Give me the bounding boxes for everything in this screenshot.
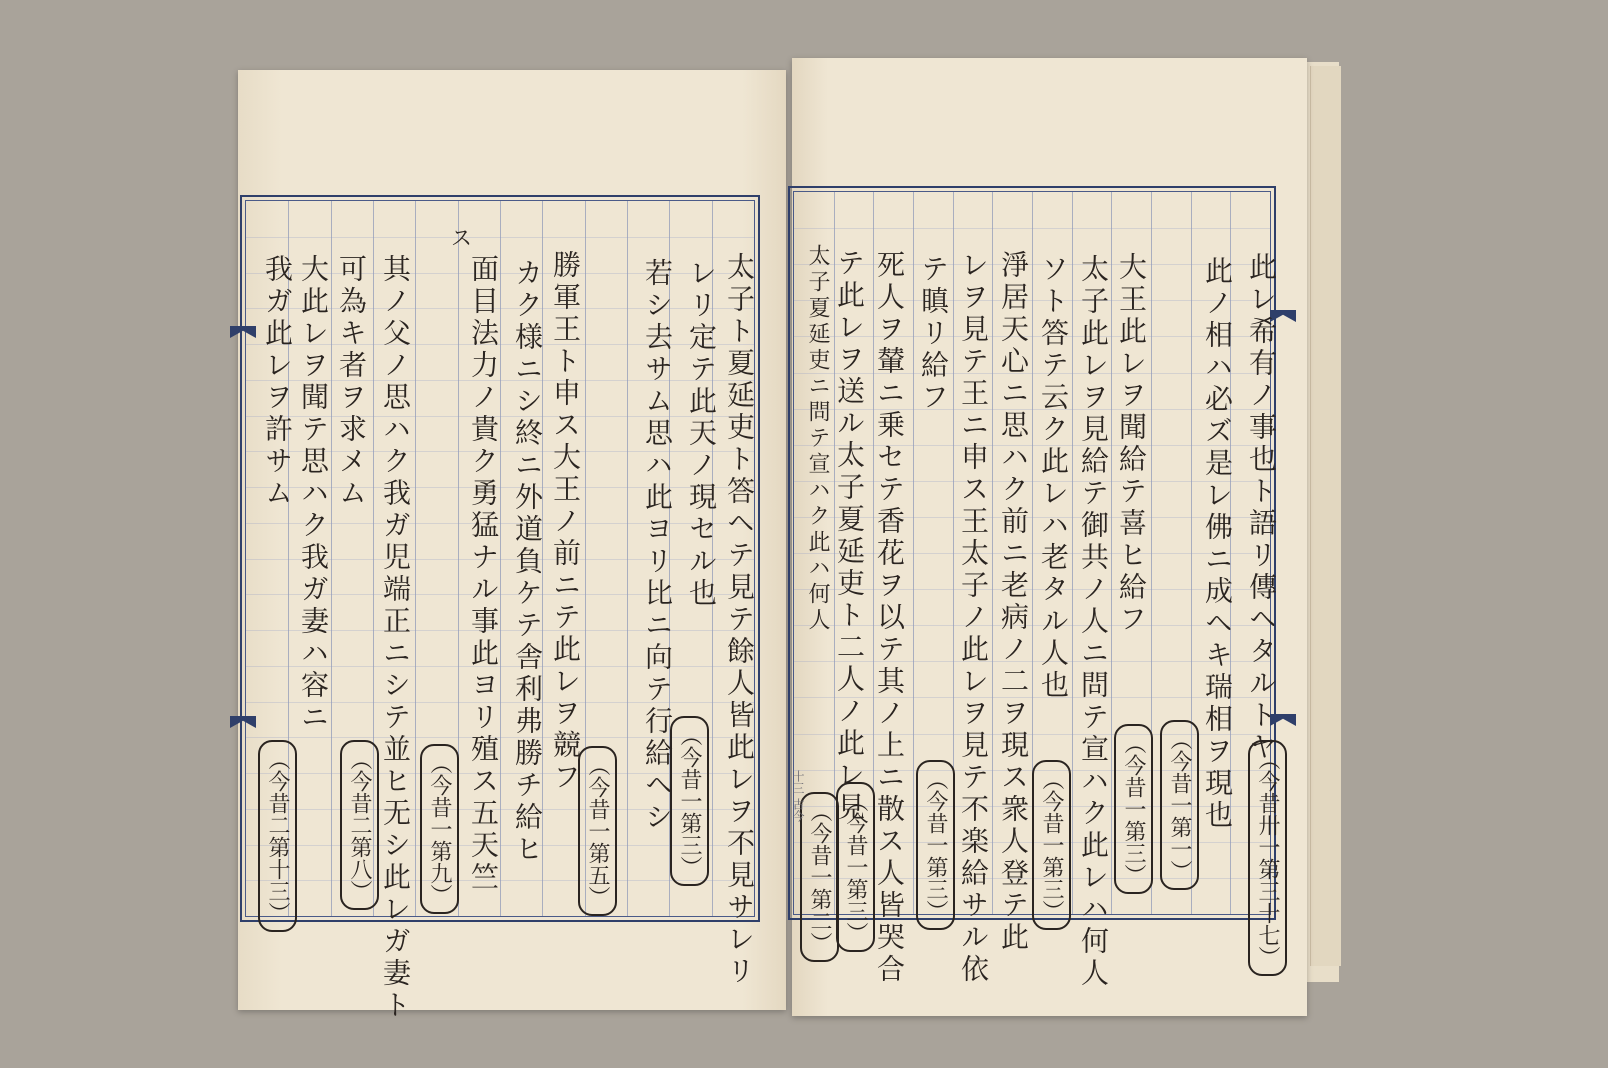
left-text-column: ス [447, 226, 472, 252]
grid-column-rule [500, 201, 501, 916]
grid-column-rule [627, 201, 628, 916]
right-reference-label: （今昔一第二） [800, 792, 839, 962]
right-text-column: 太子此レヲ見給テ御共ノ人ニ問テ宣ハク此レハ何人 [1077, 254, 1110, 990]
right-text-column: 死人ヲ輦ニ乗セテ香花ヲ以テ其ノ上ニ散ス人皆哭合 [873, 250, 906, 986]
grid-column-rule [913, 192, 914, 914]
right-text-column: テ瞋リ給フ [917, 254, 950, 414]
page-stack-edge [1310, 66, 1341, 966]
right-text-column: レヲ見テ王ニ申ス王太子ノ此レヲ見テ不楽給サル依 [957, 250, 990, 986]
right-reference-label: （今昔一第三） [1114, 724, 1153, 894]
left-text-column: カク様ニシ終ニ外道負ケテ舎利弗勝チ給ヒ [511, 258, 544, 866]
grid-column-rule [331, 201, 332, 916]
left-reference-label: （今昔一第三） [670, 716, 709, 886]
folio-mark: 十三 古今 [791, 770, 805, 822]
right-text-column: 此ノ相ハ必ズ是レ佛ニ成ヘキ瑞相ヲ現也 [1201, 256, 1234, 832]
left-reference-label: （今昔一第九） [420, 744, 459, 914]
left-text-column: 勝軍王ト申ス大王ノ前ニテ此レヲ競フ [549, 250, 582, 794]
grid-row-rule [246, 237, 754, 238]
left-text-column: 其ノ父ノ思ハク我ガ児端正ニシテ並ヒ无シ此レガ妻ト [379, 254, 412, 1022]
left-text-column: 我ガ此レヲ許サム [261, 254, 294, 510]
left-reference-label: （今昔二第八） [340, 740, 379, 910]
right-text-column: ソト答テ云ク此レハ老タル人也 [1037, 254, 1070, 702]
left-text-column: 大此レヲ聞テ思ハク我ガ妻ハ容ニ [297, 254, 330, 734]
left-text-column: 可為キ者ヲ求メム [335, 254, 368, 510]
left-text-column: 面目法力ノ貴ク勇猛ナル事此ヨリ殖ス五天竺 [467, 254, 500, 894]
right-text-column: 淨居天心ニ思ハク前ニ老病ノ二ヲ現ス衆人登テ此 [997, 250, 1030, 954]
right-reference-label: （今昔一第一） [1160, 720, 1199, 890]
right-reference-label: （今昔一第三） [916, 760, 955, 930]
grid-column-rule [992, 192, 993, 914]
right-text-column: テ此レヲ送ル太子夏延吏ト二人ノ此レ見 [833, 248, 866, 824]
grid-column-rule [415, 201, 416, 916]
right-text-column: 此レ希有ノ事也ト語リ傳ヘタルトヤ [1245, 252, 1278, 764]
left-reference-label: （今昔一第五） [578, 746, 617, 916]
right-text-column: 大王此レヲ聞給テ喜ヒ給フ [1115, 252, 1148, 636]
right-text-column: 太子夏延吏ニ問テ宣ハク此ハ何人 [805, 244, 830, 634]
right-reference-label: （今昔一第三） [836, 782, 875, 952]
left-text-column: 太子ト夏延吏ト答ヘテ見テ餘人皆此レヲ不見サレリ [723, 252, 756, 988]
grid-row-rule [794, 228, 1270, 229]
left-reference-label: （今昔二第十三） [258, 740, 297, 932]
grid-column-rule [1111, 192, 1112, 914]
grid-column-rule [1072, 192, 1073, 914]
left-text-column: レリ定テ此天ノ現セル也 [685, 258, 718, 610]
left-text-column: 若シ去サム思ハ此ヨリ比ニ向テ行給ヘシ [641, 258, 674, 834]
right-reference-label: （今昔卅一第三十七） [1248, 740, 1287, 976]
right-reference-label: （今昔一第三） [1032, 760, 1071, 930]
